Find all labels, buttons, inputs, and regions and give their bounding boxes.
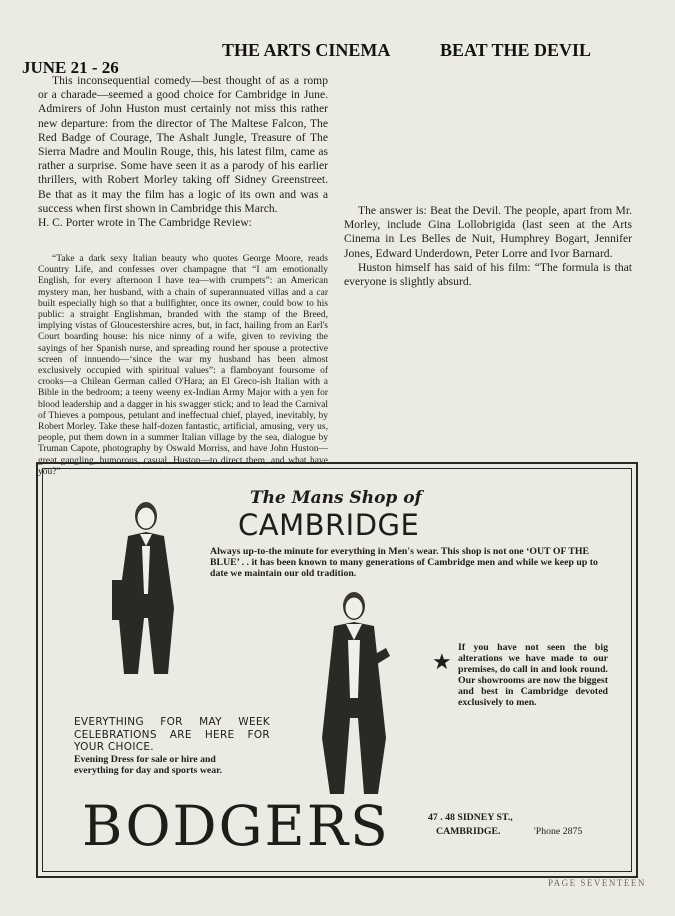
- article-paragraph-intro: This inconsequential comedy—best thought of as a romp or a charade—seemed a good choice for Cambridge in June. Admirers of John Huston must certainly not miss this rather new departure: from the director of The Maltese Falcon, The Red Badge of Courage, The Ashalt Jungle, Treasure of The Sierra Madre and Moulin Rouge, this, his latest film, came as rather a surprise. Some have seen it as a parody of his earlier thrillers, with Robert Morley taking off Sidney Greenstreet. Be that as it may the film has a logic of its own and was a success when first shown in Cambridge this March.: [38, 74, 328, 215]
- man-in-dinner-jacket-illustration: [98, 498, 194, 678]
- ad-address: 47 . 48 SIDNEY ST.,: [428, 812, 513, 823]
- ad-phone: 'Phone 2875: [534, 826, 583, 837]
- star-icon: ★: [432, 650, 452, 675]
- article-column-right: [344, 204, 632, 289]
- event-dates: JUNE 21 - 26: [22, 58, 119, 77]
- page-number: PAGE SEVENTEEN: [548, 878, 646, 888]
- article-review-quote: [38, 254, 328, 477]
- article-paragraph-formula: Huston himself has said of his film: “The formula is that everyone is slightly absurd.: [344, 260, 632, 289]
- ad-evening-dress-offer: Evening Dress for sale or hire and everything for day and sports wear.: [74, 754, 223, 776]
- ad-title: CAMBRIDGE: [238, 508, 420, 542]
- ad-city: CAMBRIDGE.: [436, 826, 501, 837]
- article-paragraph-quote: “Take a dark sexy Italian beauty who quotes George Moore, reads Country Life, and confesses over champagne that “I am emotionally English, for every afternoon I have tea—with crumpets”: an American mystery man, her husband, with a chain of superannuated villas and a car built especially high so that a bullfighter, once its owner, could bow to his public: a straight Englishman, branded with the stamp of the Breed, implying vistas of Gloucestershire acres, but, in fact, hailing from an Earl's Court boarding house: his nice ninny of a wife, given to reviving the sayings of her Spanish nurse, and spreading round her spouse a protective screen of innuendo—‘since the war my husband has been almost exclusively occupied with spiritual values”: a flamboyant foursome of crooks—a Chilean German called O'Hara; an El Greco-ish Italian with a Bible in the bedroom; a teeny weeny ex-Indian Army Major with a yen for blood leadership and a dagger in his swagger stick; and to lead the Carnival of Thieves a pompous, petulant and ineffectual chief, played, inevitably, by Robert Morley. Take these half-dozen fantastic, artificial, amusing, very us, people, put them down in a summer Italian village by the sea, dialogue by Truman Capote, photography by Oswald Morriss, and have John Huston—great gangling, humorous, casual, Huston—to direct them, and what have you?”: [38, 254, 328, 477]
- bodgers-advertisement: [36, 462, 638, 878]
- man-in-tailcoat-illustration: [304, 588, 404, 798]
- venue-title: THE ARTS CINEMA: [222, 40, 391, 60]
- ad-brand-name: BODGERS: [82, 794, 390, 858]
- ad-premises-notice: If you have not seen the big alterations we have made to our premises, do call in and look round. Our showrooms are now the biggest and best in Cambridge devoted exclusively to men.: [458, 642, 608, 708]
- ad-script-title: The Mans Shop of: [250, 488, 422, 508]
- article-column-left: [38, 74, 328, 230]
- article-paragraph-attribution: H. C. Porter wrote in The Cambridge Review:: [38, 216, 252, 230]
- article-paragraph-answer: The answer is: Beat the Devil. The people, apart from Mr. Morley, include Gina Lollobrigida (last seen at the Arts Cinema in Les Belles de Nuit, Humphrey Bogart, Jennifer Jones, Edward Underdown, Peter Lorre and Ivor Barnard.: [344, 204, 632, 260]
- ad-may-week-headline: EVERYTHING FOR MAY WEEK CELEBRATIONS ARE HERE FOR YOUR CHOICE.: [74, 716, 270, 753]
- film-title: BEAT THE DEVIL: [440, 40, 592, 60]
- ad-blurb: Always up-to-the minute for everything in Men's wear. This shop is not one ‘OUT OF THE BLUE’ . . it has been known to many generations of Cambridge men and while we keep up to date we maintain our old tradition.: [210, 546, 598, 579]
